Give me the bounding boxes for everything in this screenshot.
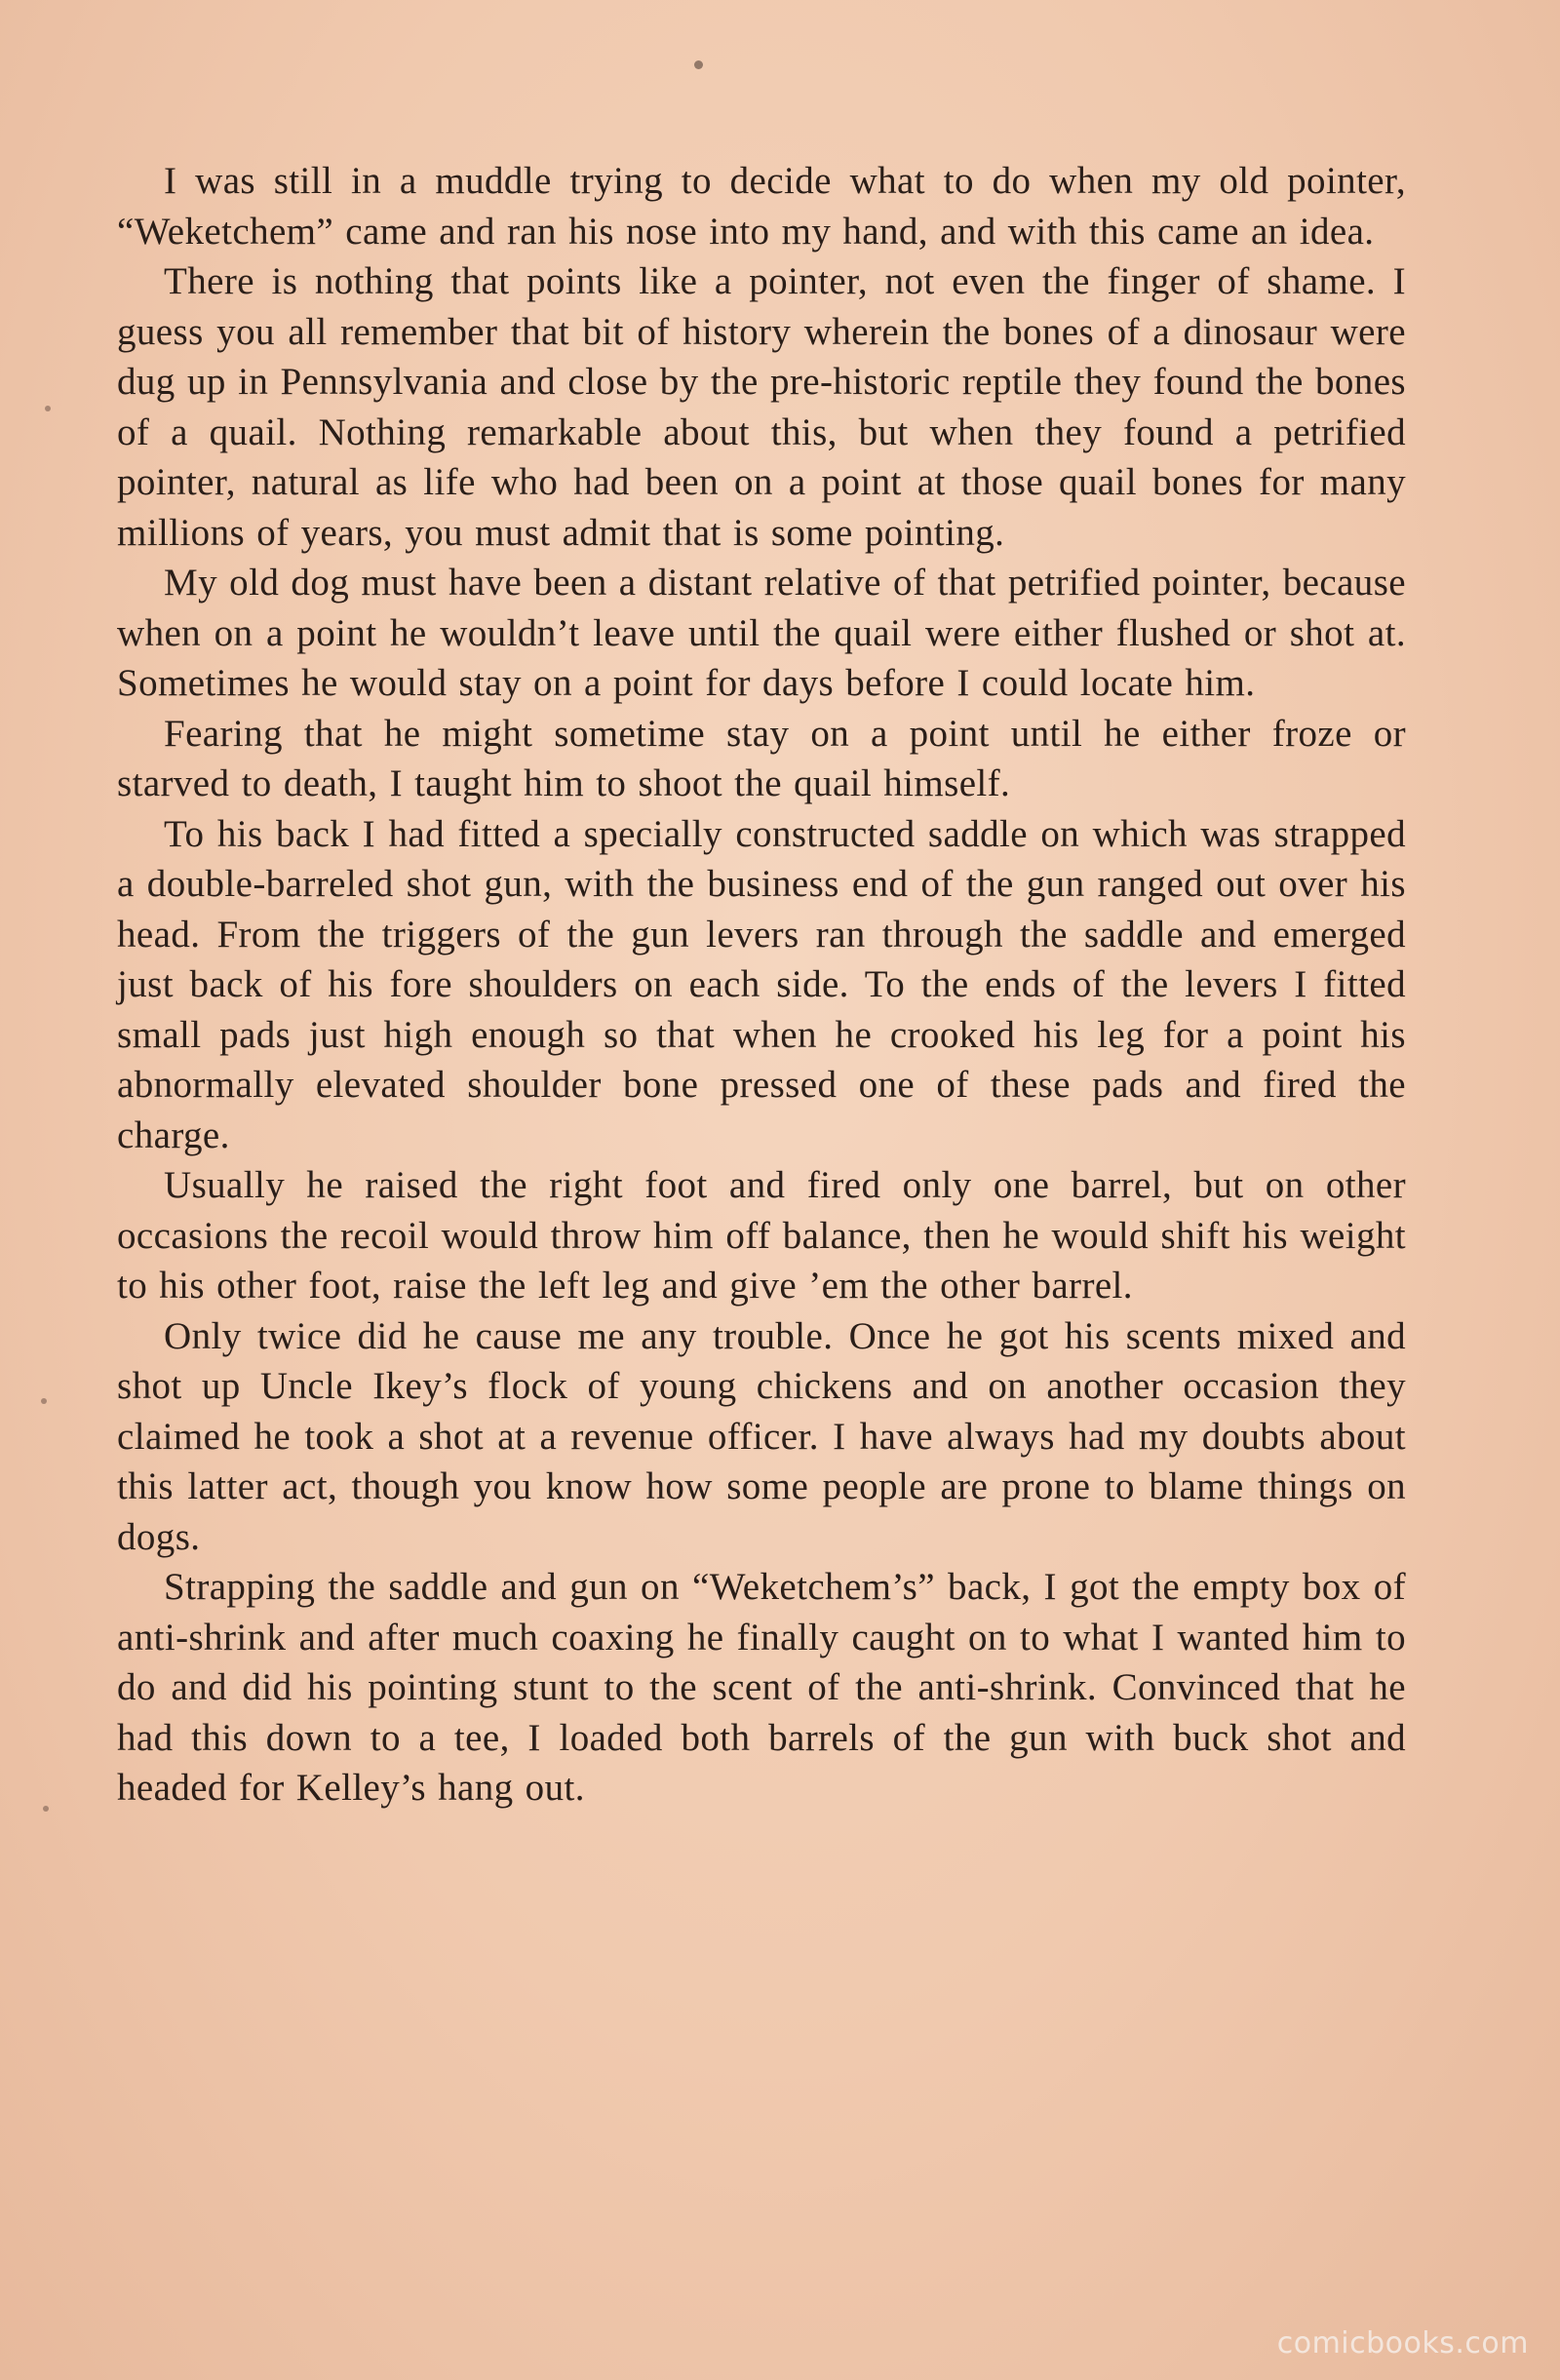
site-watermark: comicbooks.com	[1276, 2326, 1529, 2360]
paragraph: Strapping the saddle and gun on “Weketchem’s” back, I got the empty box of anti-shrink and after much coaxing he finally caught on to what I wanted him to do and did his pointing stunt to the scent of the anti-shrink. Convinced that he had this down to a tee, I loaded both barrels of the gun with buck shot and headed for Kelley’s hang out.	[117, 1566, 1406, 1809]
paragraph: Fearing that he might sometime stay on a point until he either froze or starved to death, I taught him to shoot the quail himself.	[117, 712, 1406, 804]
paragraph: There is nothing that points like a pointer, not even the finger of shame. I guess you all remember that bit of history wherein the bones of a dinosaur were dug up in Pennsylvania and close by the pre-historic reptile they found the bones of a quail. Nothing remarkable about this, but when they found a petrified pointer, natural as life who had been on a point at those quail bones for many millions of years, you must admit that is some pointing.	[117, 260, 1406, 554]
paragraph: I was still in a muddle trying to decide what to do when my old pointer, “Weketchem” came and ran his nose into my hand, and with this came an idea.	[117, 160, 1406, 253]
margin-speck	[43, 1806, 49, 1812]
paragraph: Only twice did he cause me any trouble. Once he got his scents mixed and shot up Uncle Ikey’s flock of young chickens and on another occasion they claimed he took a shot at a revenue officer. I have always had my doubts about this latter act, though you know how some people are prone to blame things on dogs.	[117, 1314, 1406, 1558]
body-text	[117, 156, 1406, 1814]
margin-speck	[41, 1398, 47, 1404]
paragraph: Usually he raised the right foot and fired only one barrel, but on other occasions the recoil would throw him off balance, then he would shift his weight to his other foot, raise the left leg and give ’em the other barrel.	[117, 1164, 1406, 1307]
margin-speck	[45, 406, 51, 411]
paragraph: To his back I had fitted a specially constructed saddle on which was strapped a double-barreled shot gun, with the business end of the gun ranged out over his head. From the triggers of the gun levers ran through the saddle and emerged just back of his fore shoulders on each side. To the ends of the levers I fitted small pads just high enough so that when he crooked his leg for a point his abnormally elevated shoulder bone pressed one of these pads and fired the charge.	[117, 812, 1406, 1156]
paragraph: My old dog must have been a distant relative of that petrified pointer, because when on a point he wouldn’t leave until the quail were either flushed or shot at. Sometimes he would stay on a point for days before I could locate him.	[117, 562, 1406, 704]
page-speck	[694, 60, 703, 69]
